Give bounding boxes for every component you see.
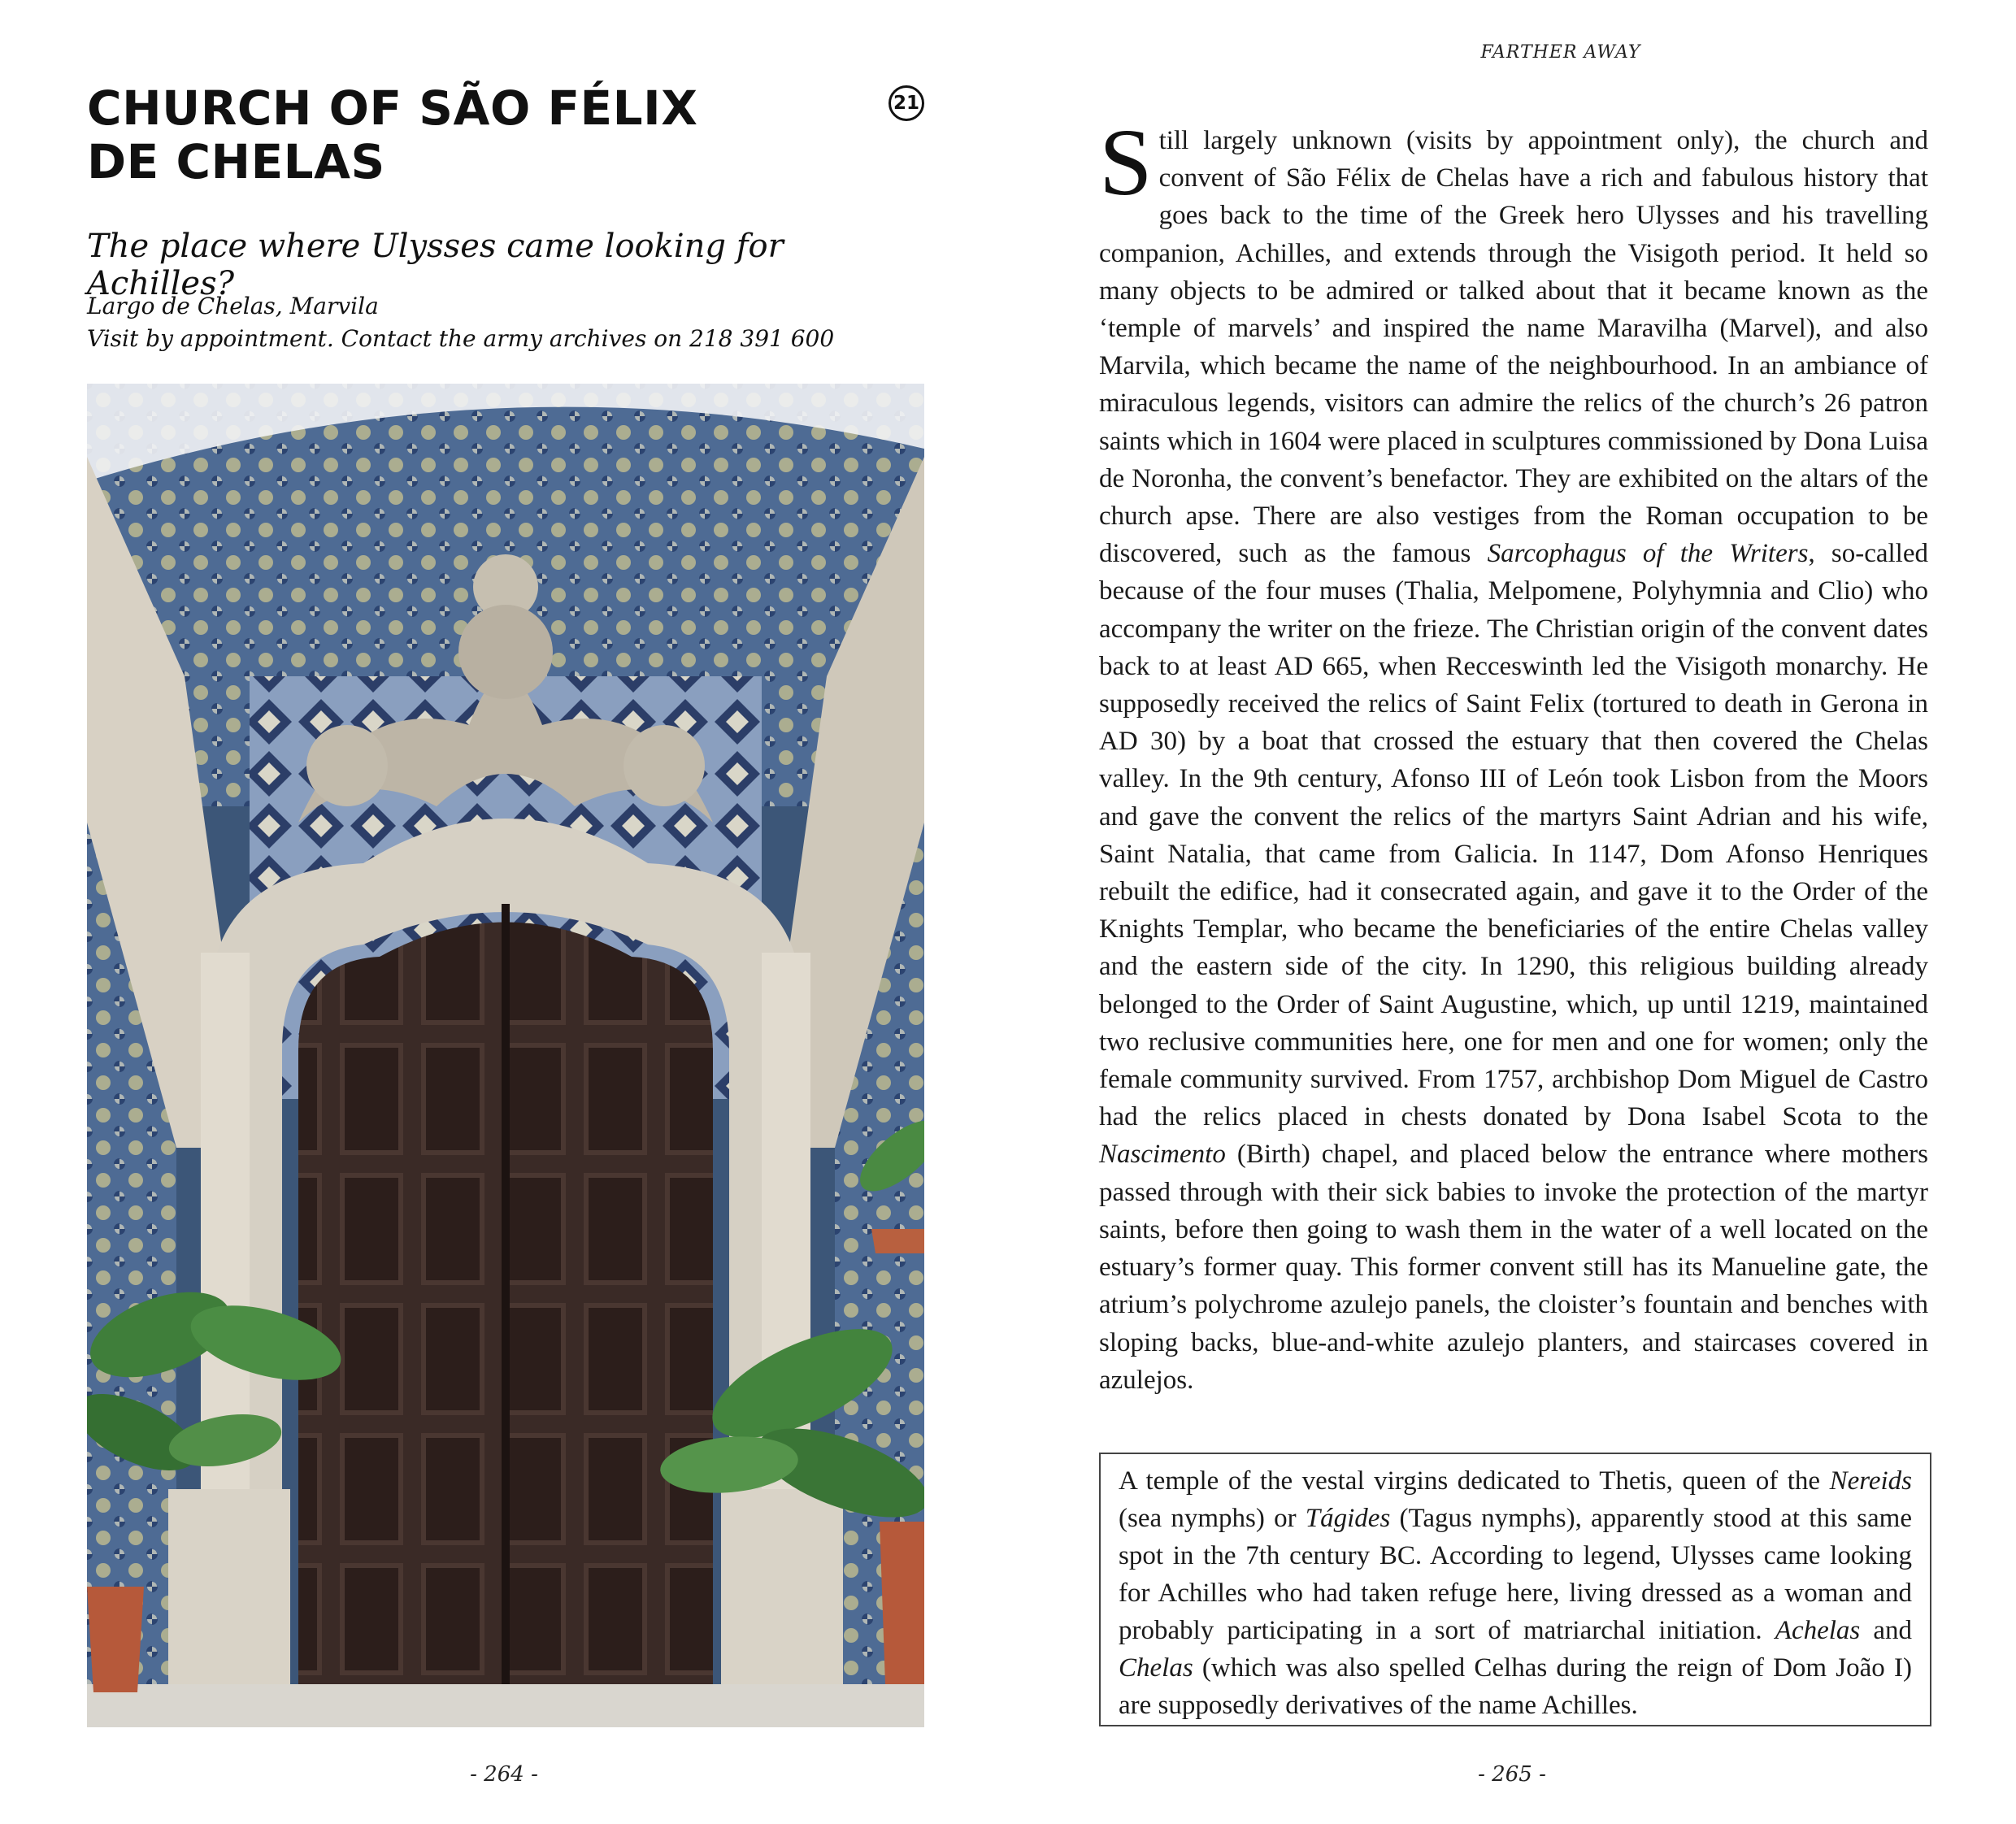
sidebox-text — [1119, 1462, 1912, 1724]
page-number-right: - 265 - — [1478, 1762, 1546, 1787]
sidebox-italic-tagides: Tágides — [1305, 1504, 1391, 1533]
page-title — [87, 81, 819, 189]
sidebox-italic-achelas: Achelas — [1775, 1616, 1861, 1645]
drop-cap: S — [1099, 109, 1153, 215]
sidebox-part-7: and — [1860, 1616, 1912, 1645]
body-part-1: till largely unknown (visits by appointment only), the church and convent of São Félix de Chelas have a rich and fabulous history that goes back to the time of the Greek hero Ulysses and his travelling companion, Achilles, and extends through the Visigoth period. It held so many objects to be admired or talked about that it became known as the ‘temple of marvels’ and inspired the name Maravilha (Marvel), and also Marvila, which became the name of the neighbourhood. In an ambiance of miraculous legends, visitors can admire the relics of the church’s 26 patron saints which in 1604 were placed in sculptures commissioned by Dona Luisa de Noronha, the convent’s benefactor. They are exhibited on the altars of the church apse. There are also vestiges from the Roman occupation to be discovered, such as the famous — [1099, 126, 1928, 569]
body-italic-sarcophagus: Sarcophagus of the Writers — [1487, 539, 1809, 569]
sidebox-italic-chelas: Chelas — [1119, 1653, 1193, 1683]
page-number-left: - 264 - — [470, 1762, 538, 1787]
title-line-1: CHURCH OF SÃO FÉLIX — [87, 80, 698, 136]
running-head: FARTHER AWAY — [1480, 42, 1641, 63]
sidebox-italic-nereids: Nereids — [1829, 1466, 1912, 1496]
right-page — [1008, 0, 2016, 1824]
title-line-2: DE CHELAS — [87, 134, 385, 189]
body-part-3: , so-called because of the four muses (Thalia, Melpomene, Polyhymnia and Clio) who accompany the writer on the frieze. The Christian origin of the convent dates back to at least AD 665, when Recceswinth led the Visigoth monarchy. He supposedly received the relics of Saint Felix (tortured to death in Gerona in AD 30) by a boat that crossed the estuary that then covered the Chelas valley. In the 9th century, Afonso III of León took Lisbon from the Moors and gave the convent the relics of the martyrs Saint Adrian and his wife, Saint Natalia, that came from Galicia. In 1147, Dom Afonso Henriques rebuilt the edifice, had it consecrated again, and gave it to the Order of the Knights Templar, who became the beneficiaries of the entire Chelas valley and the eastern side of the city. In 1290, this religious building already belonged to the Order of Saint Augustine, which, up until 1219, maintained two reclusive communities here, one for men and one for women; only the female community survived. From 1757, archbishop Dom Miguel de Castro had the relics placed in chests donated by Dona Isabel Scota to the — [1099, 539, 1928, 1132]
subtitle: The place where Ulysses came looking for Achilles? — [87, 228, 784, 302]
sidebox-part-1: A temple of the vestal virgins dedicated to Thetis, queen of the — [1119, 1466, 1830, 1496]
body-italic-nascimento: Nascimento — [1099, 1140, 1226, 1170]
legend-sidebox — [1099, 1453, 1931, 1726]
address: Largo de Chelas, Marvila — [87, 293, 379, 319]
body-text — [1099, 109, 1928, 1399]
visit-info: Visit by appointment. Contact the army archives on 218 391 600 — [87, 325, 835, 352]
church-doorway-photo — [87, 384, 924, 1727]
sidebox-part-9: (which was also spelled Celhas during the reign of Dom João I) are supposedly derivatives of the name Achilles. — [1119, 1653, 1912, 1720]
entry-number-badge: 21 — [889, 85, 924, 121]
body-part-5: (Birth) chapel, and placed below the entrance where mothers passed through with their sick babies to invoke the protection of the martyr saints, before then going to wash them in the water of a well located on the estuary’s former quay. This former convent still has its Manueline gate, the atrium’s polychrome azulejo panels, the cloister’s fountain and benches with sloping backs, blue-and-white azulejo planters, and staircases covered in azulejos. — [1099, 1140, 1928, 1395]
sidebox-part-5: (Tagus nymphs), apparently stood at this same spot in the 7th century BC. According to legend, Ulysses came looking for Achilles who had taken refuge here, living dressed as a woman and probably participating in a sort of matriarchal initiation. — [1119, 1504, 1912, 1645]
sidebox-part-3: (sea nymphs) or — [1119, 1504, 1306, 1533]
